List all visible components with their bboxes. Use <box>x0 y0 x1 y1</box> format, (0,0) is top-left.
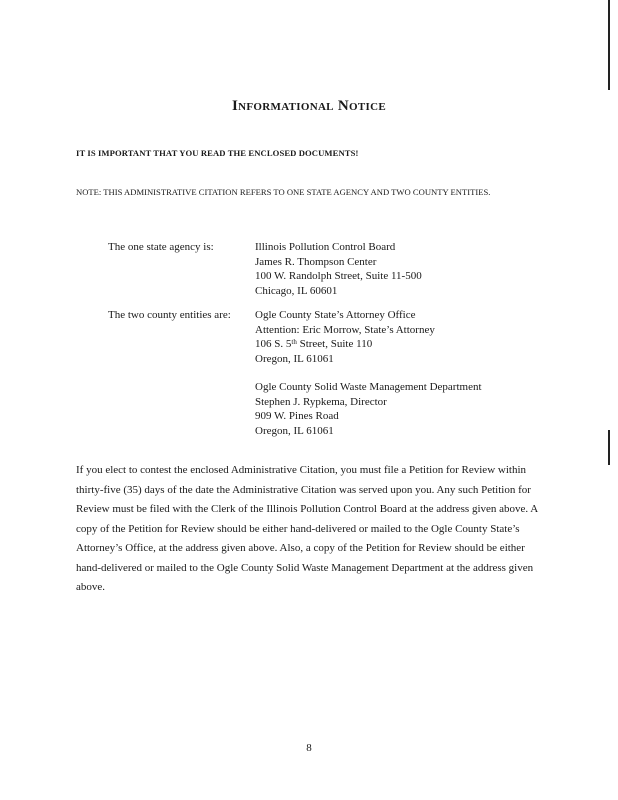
scan-edge-mark <box>608 0 610 90</box>
page-title: Informational Notice <box>232 98 386 114</box>
address-line <box>255 337 435 352</box>
instructions-paragraph: If you elect to contest the enclosed Administrative Citation, you must file a Petition for Review within thirty-five (35) days of the date the Administrative Citation was served upon you. Any such Petition for Review must be filed with the Clerk of the Illinois Pollution Control Board at the address given above. A copy of the Petition for Review should be either hand-delivered or mailed to the Ogle County State’s Attorney’s Office, at the address given above. Also, a copy of the Petition for Review should be either hand-delivered or mailed to the Ogle County Solid Waste Management Department at the address given above. <box>76 464 538 593</box>
address-line: Oregon, IL 61061 <box>255 425 334 438</box>
address-line: Attention: Eric Morrow, State’s Attorney <box>255 323 435 336</box>
address-line: Ogle County Solid Waste Management Department <box>255 381 482 393</box>
state-agency-address <box>255 240 422 299</box>
important-warning: IT IS IMPORTANT THAT YOU READ THE ENCLOSED DOCUMENTS! <box>76 148 359 158</box>
scan-edge-mark-lower <box>608 430 610 465</box>
county-entities-label: The two county entities are: <box>108 309 231 321</box>
county-entity-2-address <box>255 380 482 439</box>
address-line: 909 W. Pines Road <box>255 410 339 423</box>
ordinal-suffix: th <box>291 338 297 347</box>
address-line: Stephen J. Rypkema, Director <box>255 395 387 408</box>
state-agency-label: The one state agency is: <box>108 241 214 253</box>
address-line: Illinois Pollution Control Board <box>255 241 396 253</box>
county-entity-1-address <box>255 308 435 367</box>
address-line: Chicago, IL 60601 <box>255 285 338 298</box>
address-line: 100 W. Randolph Street, Suite 11-500 <box>255 270 422 283</box>
note-text: NOTE: THIS ADMINISTRATIVE CITATION REFERS TO ONE STATE AGENCY AND TWO COUNTY ENTITIES. <box>76 187 491 197</box>
address-line: Ogle County State’s Attorney Office <box>255 309 416 321</box>
page-number: 8 <box>306 742 312 754</box>
address-line: James R. Thompson Center <box>255 255 377 268</box>
address-line: Oregon, IL 61061 <box>255 353 334 366</box>
street-number: 106 S. 5 <box>255 338 292 351</box>
street-rest: Street, Suite 110 <box>296 338 373 351</box>
